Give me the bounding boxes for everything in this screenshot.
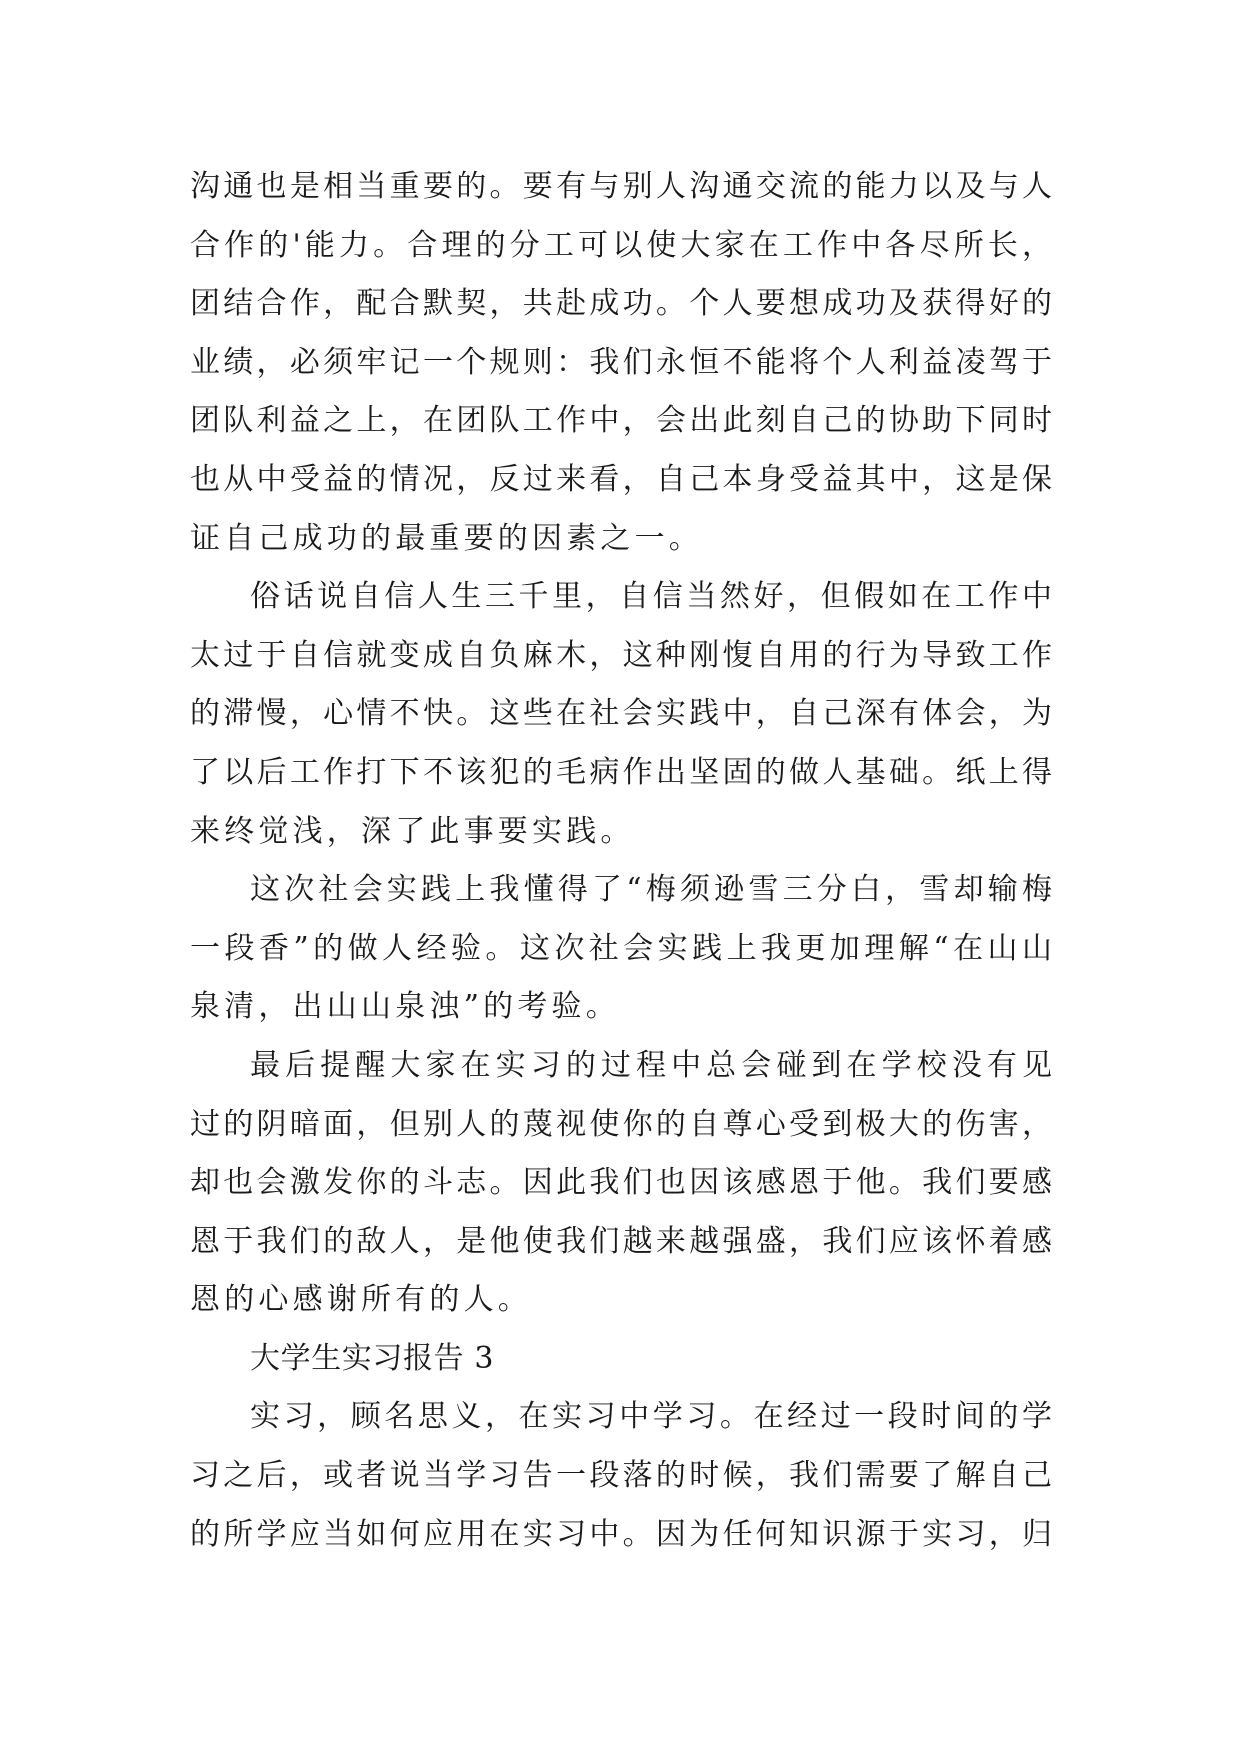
text-line: 过的阴暗面，但别人的蔑视使你的自尊心受到极大的伤害， [190, 1106, 1052, 1142]
text-line: 沟通也是相当重要的。要有与别人沟通交流的能力以及与人 [190, 169, 1052, 204]
section-heading: 大学生实习报告 3 [250, 1340, 495, 1376]
text-line: 一段香”的做人经验。这次社会实践上我更加理解“在山山 [190, 930, 1052, 966]
document-body [190, 158, 1052, 1564]
text-line: 合作的'能力。合理的分工可以使大家在工作中各尽所长， [190, 227, 1052, 263]
text-line: 恩的心感谢所有的人。 [190, 1282, 532, 1318]
text-line: 恩于我们的敌人，是他使我们越来越强盛，我们应该怀着感 [190, 1223, 1052, 1259]
text-line: 业绩，必须牢记一个规则：我们永恒不能将个人利益凌驾于 [190, 344, 1052, 380]
text-line: 泉清，出山山泉浊”的考验。 [190, 989, 620, 1025]
text-line: 习之后，或者说当学习告一段落的时候，我们需要了解自己 [190, 1458, 1052, 1494]
text-line: 俗话说自信人生三千里，自信当然好，但假如在工作中 [250, 579, 1052, 615]
text-line: 证自己成功的最重要的因素之一。 [190, 520, 703, 556]
text-line: 实习，顾名思义，在实习中学习。在经过一段时间的学 [250, 1399, 1052, 1435]
text-line: 这次社会实践上我懂得了“梅须逊雪三分白，雪却输梅 [250, 872, 1052, 908]
text-line: 团队利益之上，在团队工作中，会出此刻自己的协助下同时 [190, 403, 1052, 439]
text-line: 太过于自信就变成自负麻木，这种刚愎自用的行为导致工作 [190, 637, 1052, 673]
text-line: 却也会激发你的斗志。因此我们也因该感恩于他。我们要感 [190, 1165, 1052, 1201]
text-line: 也从中受益的情况，反过来看，自己本身受益其中，这是保 [190, 461, 1052, 497]
text-line: 的滞慢，心情不快。这些在社会实践中，自己深有体会，为 [190, 696, 1052, 732]
text-line: 团结合作，配合默契，共赴成功。个人要想成功及获得好的 [190, 286, 1052, 322]
text-line: 来终觉浅，深了此事要实践。 [190, 813, 635, 849]
text-line: 最后提醒大家在实习的过程中总会碰到在学校没有见 [250, 1047, 1052, 1083]
text-line: 了以后工作打下不该犯的毛病作出坚固的做人基础。纸上得 [190, 754, 1052, 790]
text-line: 的所学应当如何应用在实习中。因为任何知识源于实习，归 [190, 1516, 1052, 1552]
